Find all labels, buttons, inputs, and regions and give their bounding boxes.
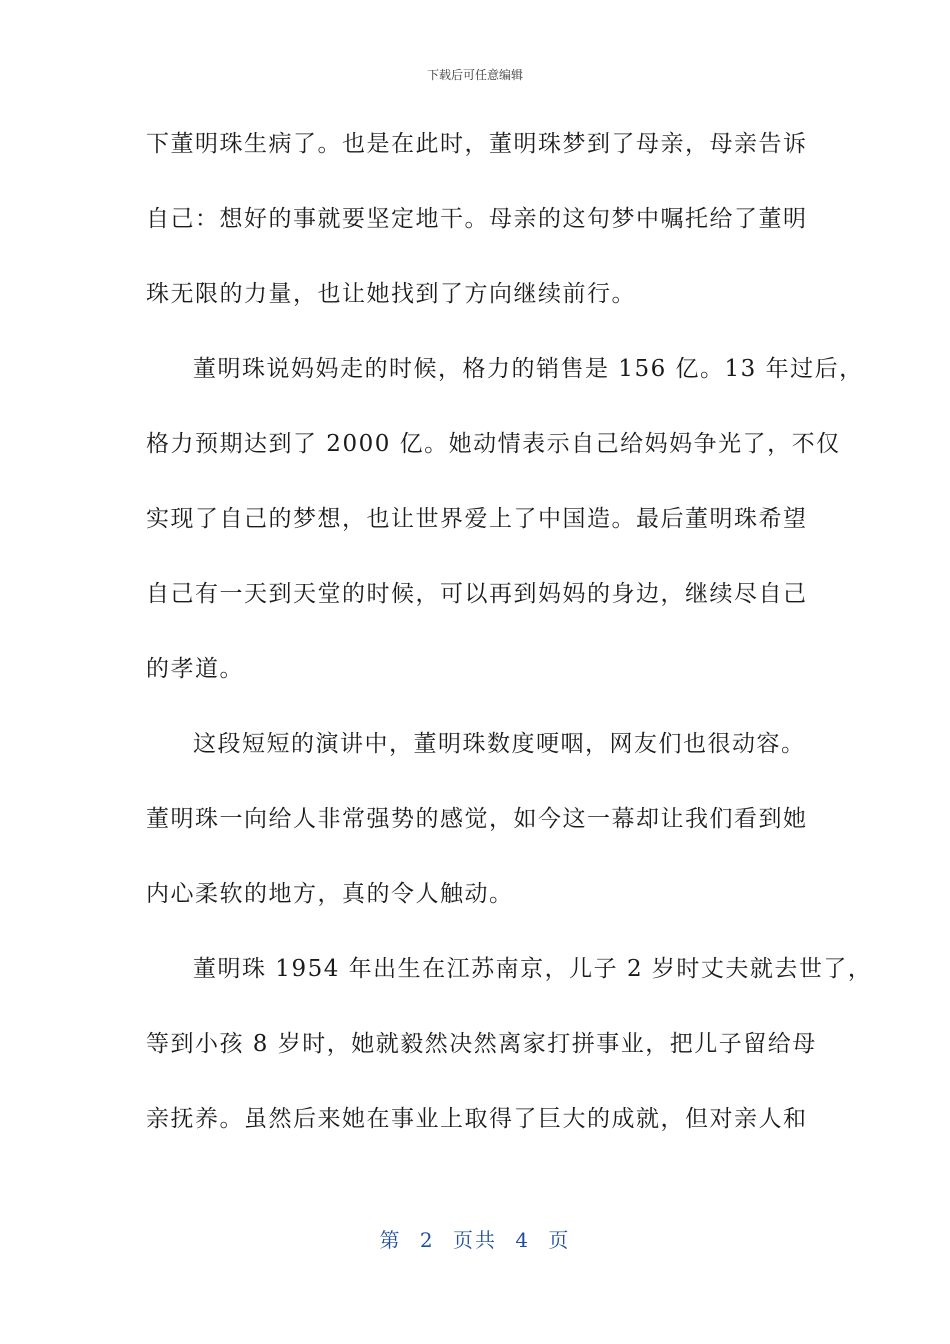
paragraph-first-line: 这段短短的演讲中，董明珠数度哽咽，网友们也很动容。 xyxy=(193,731,806,757)
paragraph-first-line: 董明珠 1954 年出生在江苏南京，儿子 2 岁时丈夫就去世了， xyxy=(193,956,873,982)
page-number-footer: 第 2 页共 4 页 xyxy=(379,1228,571,1252)
page-header: 下载后可任意编辑 xyxy=(426,68,523,82)
text-line: 下董明珠生病了。也是在此时，董明珠梦到了母亲，母亲告诉 xyxy=(146,131,808,157)
text-line: 等到小孩 8 岁时，她就毅然决然离家打拼事业，把儿子留给母 xyxy=(146,1031,817,1057)
paragraph-first-line: 董明珠说妈妈走的时候，格力的销售是 156 亿。13 年过后， xyxy=(193,356,864,382)
text-line: 内心柔软的地方，真的令人触动。 xyxy=(146,881,514,907)
text-line: 珠无限的力量，也让她找到了方向继续前行。 xyxy=(146,281,636,307)
text-line: 自己有一天到天堂的时候，可以再到妈妈的身边，继续尽自己 xyxy=(146,581,808,607)
text-line: 实现了自己的梦想，也让世界爱上了中国造。最后董明珠希望 xyxy=(146,506,808,532)
document-body xyxy=(146,118,873,1168)
text-line: 自己：想好的事就要坚定地干。母亲的这句梦中嘱托给了董明 xyxy=(146,206,808,232)
text-line: 的孝道。 xyxy=(146,656,244,682)
text-line: 亲抚养。虽然后来她在事业上取得了巨大的成就，但对亲人和 xyxy=(146,1106,808,1132)
text-line: 董明珠一向给人非常强势的感觉，如今这一幕却让我们看到她 xyxy=(146,806,808,832)
text-line: 格力预期达到了 2000 亿。她动情表示自己给妈妈争光了，不仅 xyxy=(146,431,841,457)
